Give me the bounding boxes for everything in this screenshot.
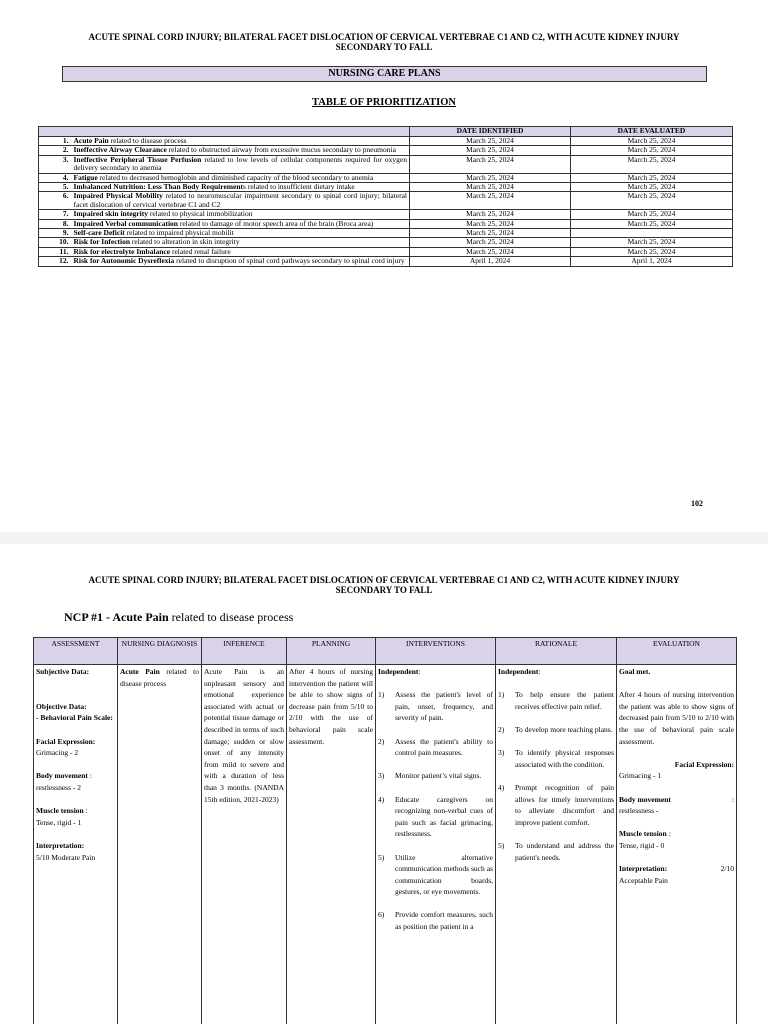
row-number: 9. [39,229,72,238]
evaluation-text: After 4 hours of nursing intervention the patient was able to show signs of decreased pain from 5/10 to 2/10 with the use of behavioral pain scale assessment. [619,690,734,746]
inference-cell: Acute Pain is an unpleasant sensory and emotional experience associated with actual or potential tissue damage or described in terms of such damage; sudden or slow onset of any intensity from mild to severe and with a duration of less than 3 months. (NANDA 15th edition, 2021-2023) [202,665,287,1024]
rationale-item [498,782,614,828]
date-identified: March 25, 2024 [410,183,571,192]
intervention-item [378,770,493,782]
page-number: 102 [691,499,703,508]
date-identified: March 25, 2024 [410,247,571,256]
row-number: 1. [39,137,72,146]
muscle-tension-label: Muscle tension [36,806,84,816]
document-title: ACUTE SPINAL CORD INJURY; BILATERAL FACET DISLOCATION OF CERVICAL VERTEBRAE C1 AND C2, WITH ACUTE KIDNEY INJURY SECONDARY TO FALL [88,575,680,595]
diagnosis-name: Fatigue [73,172,98,182]
item-number: 3) [378,771,385,781]
date-identified: March 25, 2024 [410,192,571,210]
rationale-item [498,724,614,736]
row-diagnosis [72,192,410,210]
row-number: 10. [39,238,72,247]
intervention-item [378,736,493,759]
diagnosis-detail: s related to insufficient dietary intake [243,182,355,192]
row-number: 7. [39,210,72,219]
date-evaluated: March 25, 2024 [571,210,733,219]
intervention-item [378,852,493,898]
row-number: 6. [39,192,72,210]
item-text: Assess the patient's level of pain, onset, frequency, and severity of pain. [395,690,493,723]
interventions-cell [376,665,496,1024]
item-number: 1) [498,690,505,700]
item-number: 4) [498,782,505,792]
column-header-date-evaluated: DATE EVALUATED [571,127,733,137]
subjective-data-label: Subjective Data: [36,667,90,676]
date-evaluated: April 1, 2024 [571,257,733,266]
item-text: To understand and address the patient's needs. [515,840,614,862]
date-identified: March 25, 2024 [410,210,571,219]
body-movement-label: Body movement [36,771,88,781]
ncp-header-row [34,638,737,665]
nursing-care-plans-banner: NURSING CARE PLANS [62,66,707,82]
date-identified: March 25, 2024 [410,155,571,173]
rationale-cell [496,665,617,1024]
muscle-tension-colon: : [85,806,88,816]
diagnosis-detail: related to decreased hemoglobin and diminished capacity of the blood secondary to anemia [97,172,374,182]
body-movement-colon: : [89,771,92,781]
eval-muscle-tension-label: Muscle tension [619,829,667,839]
date-evaluated: March 25, 2024 [571,173,733,182]
date-identified: March 25, 2024 [410,146,571,155]
diagnosis-detail: related to obstructed airway from excessive mucus secondary to pneumonia [166,145,396,155]
rationale-item [498,840,614,863]
rationale-colon: : [538,667,541,676]
diagnosis-name: Risk for Autonomic Dysreflexia [73,256,175,266]
eval-muscle-tension-value: Tense, rigid - 0 [619,840,665,850]
item-text: To help ensure the patient receives effective pain relief. [515,690,614,711]
eval-interpretation-label: Interpretation: [619,864,668,874]
objective-data-label: Objective Data: [36,701,87,711]
diagnosis-name: Risk for Infection [73,237,131,247]
date-evaluated: March 25, 2024 [571,219,733,228]
table-row [39,192,733,210]
prioritization-table [38,126,733,267]
ncp-heading-bold: NCP #1 - Acute Pain [64,610,169,624]
item-text: Assess the patient's ability to control pain measures. [395,736,493,758]
ncp-content-row [34,665,737,1024]
prioritization-heading: TABLE OF PRIORITIZATION [312,97,456,108]
header-evaluation: EVALUATION [617,638,737,665]
diagnosis-detail: related to alteration in skin integrity [130,237,240,247]
row-number: 5. [39,183,72,192]
item-text: Utilize alternative communication methods such as communication boards, gestures, or eye movements. [395,852,493,897]
facial-expression-value: Grimacing - 2 [36,748,79,758]
item-text: To identify physical responses associated with the condition. [515,748,614,769]
muscle-tension-value: Tense, rigid - 1 [36,817,82,827]
diagnosis-detail: related to neuromuscular impairment secondary to spinal cord injury; bilateral facet dislocation of cervical vertebrae C1 and C2 [73,191,407,209]
date-identified: March 25, 2024 [410,238,571,247]
interventions-list [378,689,493,932]
diagnosis-rest: related to disease process [120,667,199,688]
diagnosis-name: Impaired skin integrity [73,209,148,219]
rationale-item [498,747,614,770]
date-evaluated: March 25, 2024 [571,247,733,256]
diagnosis-name: Self-care Deficit [73,228,125,238]
diagnosis-bold: Acute Pain [120,667,160,676]
header-assessment: ASSESSMENT [34,638,118,665]
date-identified: April 1, 2024 [410,257,571,266]
goal-met-label: Goal met. [619,667,651,676]
diagnosis-detail: related to disease process [108,136,187,145]
item-number: 5) [378,852,385,862]
row-diagnosis [72,155,410,173]
eval-body-movement-value: restlessness - [619,806,659,816]
item-number: 3) [498,748,505,758]
nursing-care-plan-table [33,637,737,1024]
date-evaluated: March 25, 2024 [571,137,733,146]
item-number: 4) [378,794,385,804]
document-title: ACUTE SPINAL CORD INJURY; BILATERAL FACET DISLOCATION OF CERVICAL VERTEBRAE C1 AND C2, WITH ACUTE KIDNEY INJURY SECONDARY TO FALL [88,32,680,52]
body-movement-value: restlessness - 2 [36,782,81,792]
nursing-diagnosis-cell [118,665,202,1024]
interventions-colon: : [418,667,421,676]
ncp-heading-rest: related to disease process [168,610,294,624]
eval-muscle-tension-colon: : [668,829,671,839]
facial-expression-label: Facial Expression: [36,736,96,746]
row-number: 4. [39,173,72,182]
intervention-item [378,909,493,932]
interventions-independent-label: Independent [378,667,419,676]
date-identified: March 25, 2024 [410,173,571,182]
item-text: Prompt recognition of pain allows for timely interventions to alleviate discomfort and improve patient comfort. [515,782,614,827]
date-identified: March 25, 2024 [410,229,571,238]
planning-cell: After 4 hours of nursing intervention the patient will be able to show signs of decrease pain from 5/10 to 2/10 with the use of behavioral pain scale assessment. [287,665,376,1024]
date-evaluated: March 25, 2024 [571,238,733,247]
row-number: 8. [39,219,72,228]
table-row [39,155,733,173]
column-header-diagnosis [39,127,410,137]
intervention-item [378,794,493,840]
eval-interpretation-score: 2/10 [720,864,734,874]
rationale-independent-label: Independent [498,667,539,676]
table-row [39,257,733,266]
rationale-list [498,689,614,863]
row-number: 2. [39,146,72,155]
diagnosis-name: Risk for electrolyte Imbalance [73,246,171,256]
item-text: Educate caregivers on recognizing non-verbal cues of pain such as facial grimacing, restlessness. [395,794,493,839]
row-diagnosis [72,257,410,266]
item-text: Provide comfort measures, such as position the patient in a [395,910,493,932]
evaluation-cell [617,665,737,1024]
date-evaluated: March 25, 2024 [571,155,733,173]
header-rationale: RATIONALE [496,638,617,665]
eval-facial-expression-value: Grimacing - 1 [619,771,662,781]
diagnosis-name: Impaired Verbal communication [73,218,178,228]
table-header-row [39,127,733,137]
diagnosis-name: Imbalanced Nutrition: Less Than Body Requirement [73,182,244,192]
page-2 [0,544,768,1024]
date-evaluated: March 25, 2024 [571,192,733,210]
diagnosis-name: Ineffective Airway Clearance [73,145,167,155]
rationale-item [498,689,614,712]
header-inference: INFERENCE [202,638,287,665]
behavioral-pain-scale-label: - Behavioral Pain Scale: [36,713,113,723]
interpretation-value: 5/10 Moderate Pain [36,852,96,862]
interpretation-label: Interpretation: [36,840,85,850]
row-number: 12. [39,257,72,266]
item-number: 5) [498,840,505,850]
header-planning: PLANNING [287,638,376,665]
eval-interpretation-value: Acceptable Pain [619,875,668,885]
eval-body-movement-colon: : [731,794,734,804]
item-number: 1) [378,690,385,700]
item-text: To develop more teaching plans. [515,724,613,734]
date-evaluated: March 25, 2024 [571,183,733,192]
diagnosis-detail: related to disruption of spinal cord pathways secondary to spinal cord injury [174,256,405,266]
diagnosis-detail: related to impaired physical mobilit [124,228,234,238]
diagnosis-detail: related to damage of motor speech area of the brain (Broca area) [177,218,374,228]
intervention-item [378,689,493,724]
diagnosis-name: Acute Pain [73,136,109,145]
row-number: 11. [39,247,72,256]
date-identified: March 25, 2024 [410,219,571,228]
item-text: Monitor patient’s vital signs. [395,771,482,781]
diagnosis-detail: related to physical immobilization [147,209,253,219]
item-number: 2) [378,736,385,746]
diagnosis-name: Ineffective Peripheral Tissue Perfusion [73,154,202,164]
column-header-date-identified: DATE IDENTIFIED [410,127,571,137]
date-identified: March 25, 2024 [410,137,571,146]
diagnosis-name: Impaired Physical Mobility [73,191,163,201]
diagnosis-detail: related to low levels of cellular components required for oxygen delivery secondary to anemia [73,154,407,173]
row-number: 3. [39,155,72,173]
eval-facial-expression-label: Facial Expression: [674,759,734,769]
date-evaluated: March 25, 2024 [571,146,733,155]
item-number: 2) [498,724,505,734]
header-interventions: INTERVENTIONS [376,638,496,665]
assessment-cell [34,665,118,1024]
eval-body-movement-label: Body movement [619,794,671,804]
item-number: 6) [378,910,385,920]
ncp-heading [64,610,293,625]
header-nursing-diagnosis: NURSING DIAGNOSIS [118,638,202,665]
diagnosis-detail: related renal failure [170,246,231,256]
